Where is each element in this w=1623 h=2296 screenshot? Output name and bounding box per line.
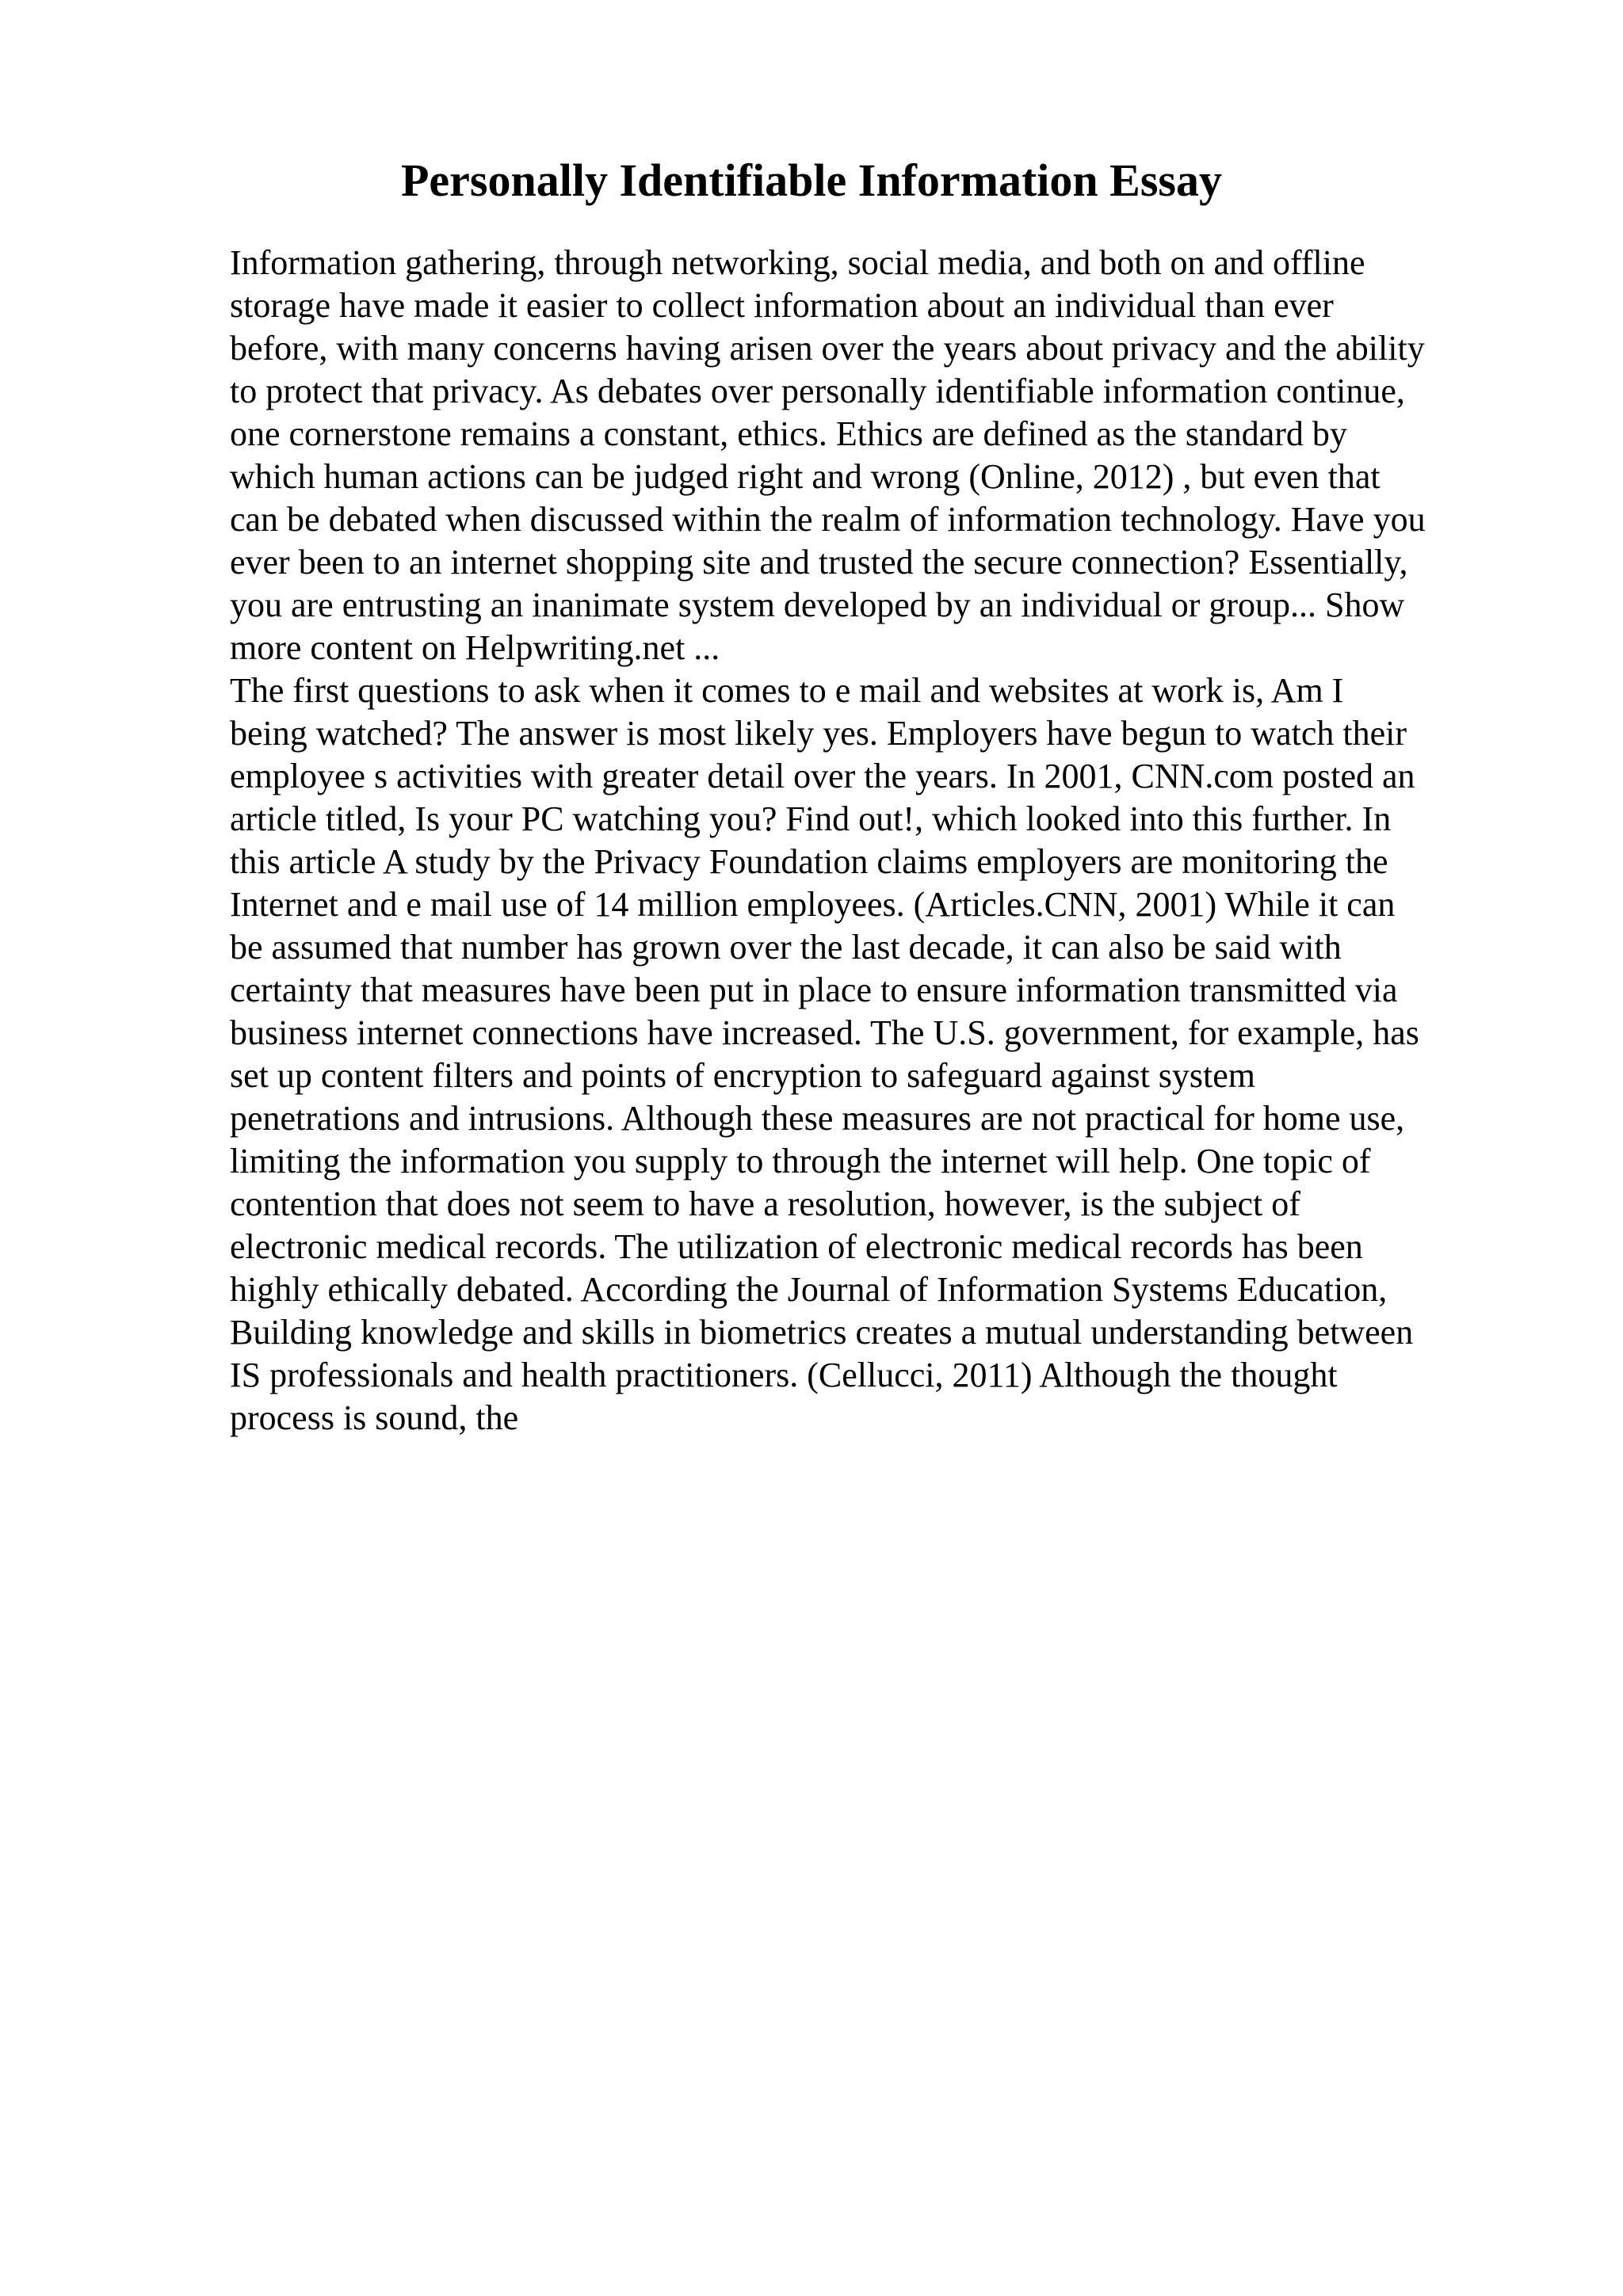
text-line: you are entrusting an inanimate system developed by an individual or group... Show [230, 585, 1405, 624]
text-line: Internet and e mail use of 14 million employees. (Articles.CNN, 2001) While it can [230, 885, 1396, 924]
text-line: storage have made it easier to collect information about an individual than ever [230, 286, 1334, 325]
text-line: this article A study by the Privacy Foundation claims employers are monitoring the [230, 842, 1388, 881]
text-line: penetrations and intrusions. Although these measures are not practical for home use, [230, 1099, 1405, 1138]
essay-body [230, 242, 1506, 1440]
text-line: before, with many concerns having arisen over the years about privacy and the ability [230, 329, 1425, 368]
text-line: be assumed that number has grown over the last decade, it can also be said with [230, 928, 1342, 967]
text-line: can be debated when discussed within the realm of information technology. Have you [230, 500, 1426, 539]
text-line: to protect that privacy. As debates over personally identifiable information continue, [230, 372, 1405, 410]
text-line: one cornerstone remains a constant, ethics. Ethics are defined as the standard by [230, 414, 1347, 453]
text-line: ever been to an internet shopping site and trusted the secure connection? Essentially, [230, 543, 1408, 582]
text-line: being watched? The answer is most likely yes. Employers have begun to watch their [230, 714, 1407, 753]
text-line: set up content filters and points of encryption to safeguard against system [230, 1056, 1256, 1095]
text-line: Information gathering, through networking, social media, and both on and offline [230, 243, 1365, 282]
text-line: certainty that measures have been put in place to ensure information transmitted via [230, 971, 1398, 1009]
page-title: Personally Identifiable Information Essay [401, 154, 1222, 206]
text-line: Building knowledge and skills in biometrics creates a mutual understanding between [230, 1313, 1414, 1352]
text-line: highly ethically debated. According the Journal of Information Systems Education, [230, 1270, 1388, 1309]
text-line: process is sound, the [230, 1398, 519, 1437]
text-line: The first questions to ask when it comes to e mail and websites at work is, Am I [230, 671, 1344, 710]
text-line: IS professionals and health practitioners. (Cellucci, 2011) Although the thought [230, 1356, 1338, 1394]
text-line: article titled, Is your PC watching you? Find out!, which looked into this further. In [230, 799, 1392, 838]
text-line: electronic medical records. The utilization of electronic medical records has been [230, 1227, 1363, 1266]
text-line: employee s activities with greater detail over the years. In 2001, CNN.com posted an [230, 757, 1415, 795]
text-line: which human actions can be judged right and wrong (Online, 2012) , but even that [230, 457, 1381, 496]
text-line: limiting the information you supply to through the internet will help. One topic of [230, 1142, 1371, 1180]
text-line: contention that does not seem to have a resolution, however, is the subject of [230, 1184, 1300, 1223]
text-line: more content on Helpwriting.net ... [230, 628, 720, 667]
text-line: business internet connections have increased. The U.S. government, for example, has [230, 1013, 1419, 1052]
